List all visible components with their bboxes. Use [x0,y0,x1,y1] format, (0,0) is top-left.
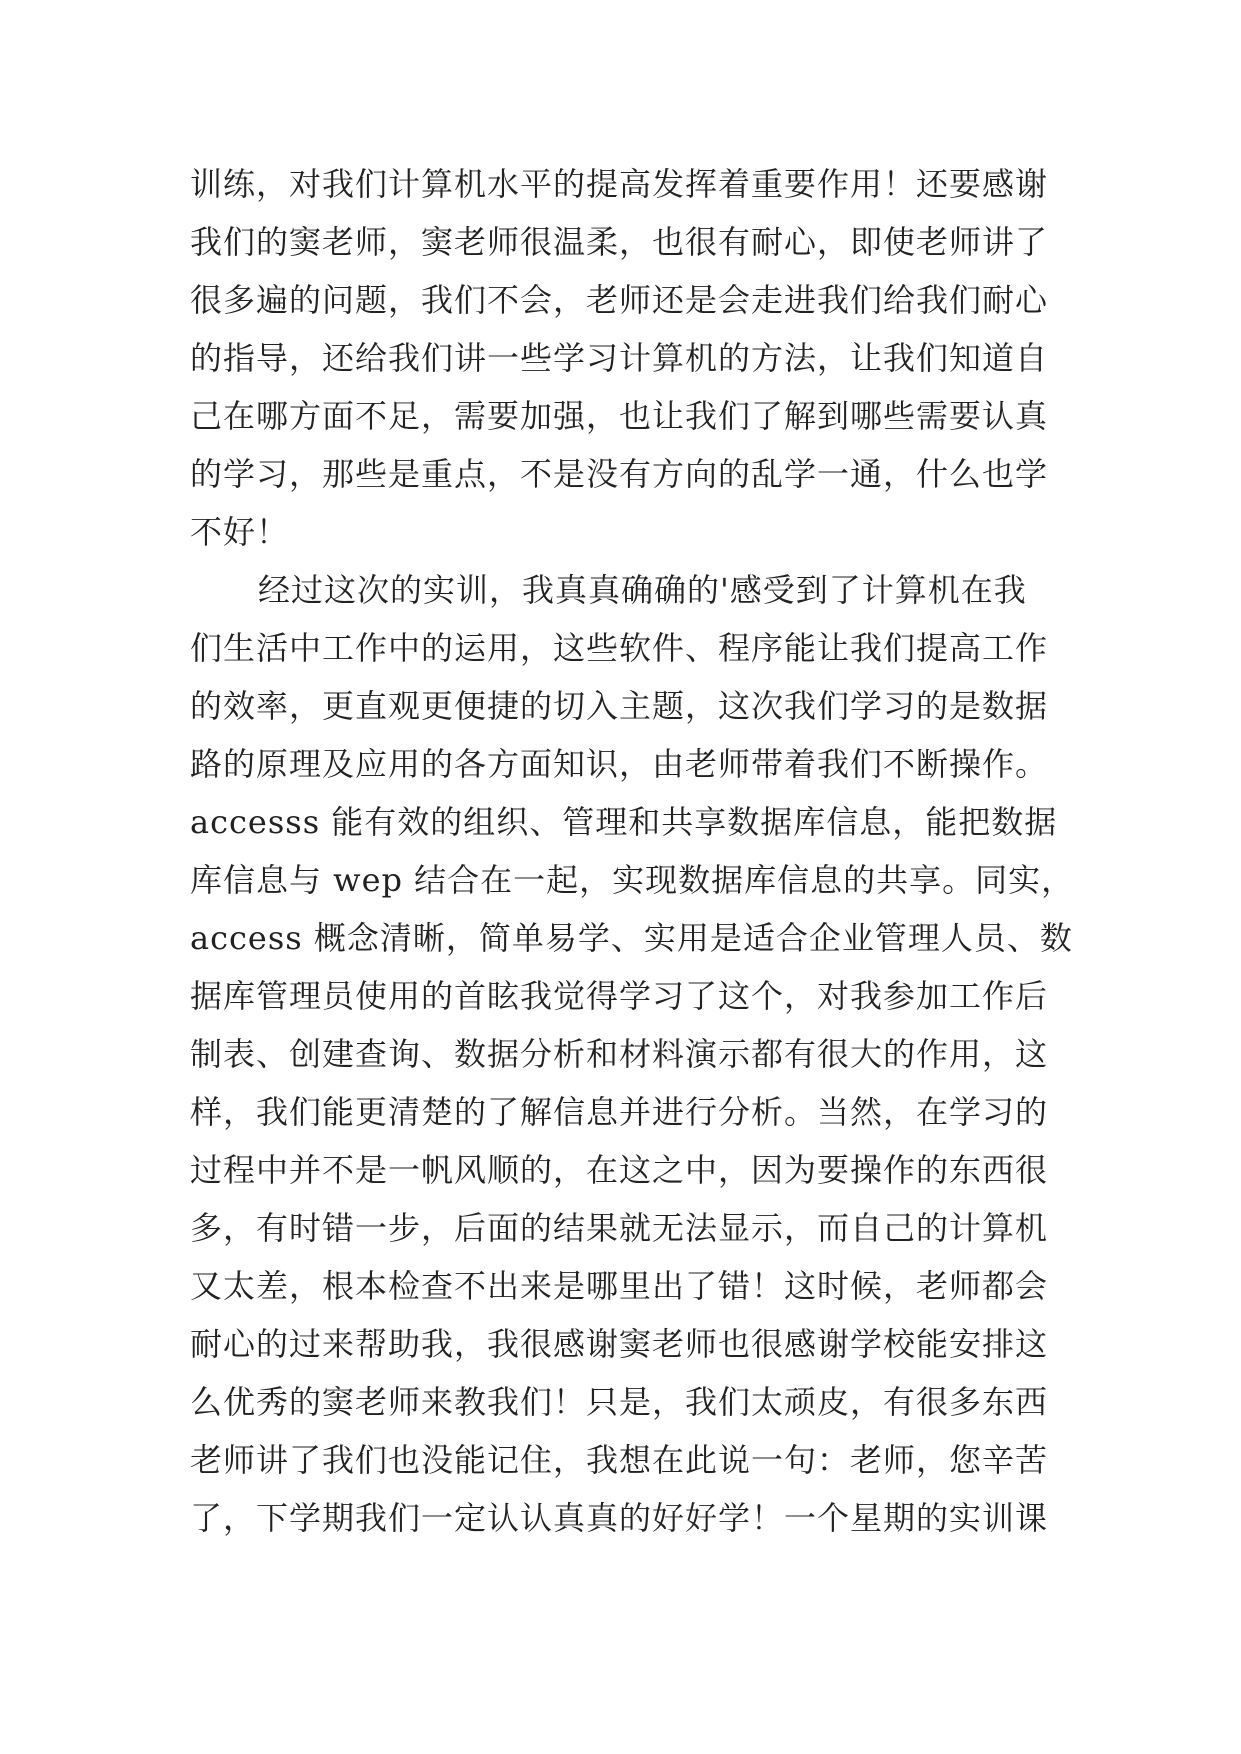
text-line: 据库管理员使用的首眩我觉得学习了这个，对我参加工作后 [190,977,1049,1015]
text-line: 路的原理及应用的各方面知识，由老师带着我们不断操作。 [190,745,1049,783]
text-line: 了，下学期我们一定认认真真的好好学！一个星期的实训课 [190,1499,1049,1537]
text-line: 多，有时错一步，后面的结果就无法显示，而自己的计算机 [190,1209,1049,1247]
text-line: 己在哪方面不足，需要加强，也让我们了解到哪些需要认真 [190,397,1049,435]
text-line: 不好！ [190,513,290,551]
text-line: 过程中并不是一帆风顺的，在这之中，因为要操作的东西很 [190,1151,1049,1189]
text-line: 的指导，还给我们讲一些学习计算机的方法，让我们知道自 [190,339,1049,377]
text-line: accesss 能有效的组织、管理和共享数据库信息，能把数据 [190,803,1058,841]
text-line: 库信息与 wep 结合在一起，实现数据库信息的共享。同实， [190,861,1075,899]
text-line: 老师讲了我们也没能记住，我想在此说一句：老师，您辛苦 [190,1441,1049,1479]
paragraph-2 [190,561,1075,1547]
text-line: 又太差，根本检查不出来是哪里出了错！这时候，老师都会 [190,1267,1049,1305]
text-line: 耐心的过来帮助我，我很感谢窦老师也很感谢学校能安排这 [190,1325,1049,1363]
document-body [190,155,1075,1547]
text-line: 的效率，更直观更便捷的切入主题，这次我们学习的是数据 [190,687,1049,725]
text-line: 的学习，那些是重点，不是没有方向的乱学一通，什么也学 [190,455,1049,493]
text-line: access 概念清晰，简单易学、实用是适合企业管理人员、数 [190,919,1073,957]
text-line: 我们的窦老师，窦老师很温柔，也很有耐心，即使老师讲了 [190,223,1049,261]
paragraph-1 [190,155,1060,561]
text-line: 制表、创建查询、数据分析和材料演示都有很大的作用，这 [190,1035,1049,1073]
text-line: 么优秀的窦老师来教我们！只是，我们太顽皮，有很多东西 [190,1383,1049,1421]
text-line: 样，我们能更清楚的了解信息并进行分析。当然，在学习的 [190,1093,1049,1131]
text-line: 很多遍的问题，我们不会，老师还是会走进我们给我们耐心 [190,281,1049,319]
text-line: 训练，对我们计算机水平的提高发挥着重要作用！还要感谢 [190,165,1049,203]
text-line: 们生活中工作中的运用，这些软件、程序能让我们提高工作 [190,629,1049,667]
text-line: 经过这次的实训，我真真确确的'感受到了计算机在我 [258,571,1027,609]
